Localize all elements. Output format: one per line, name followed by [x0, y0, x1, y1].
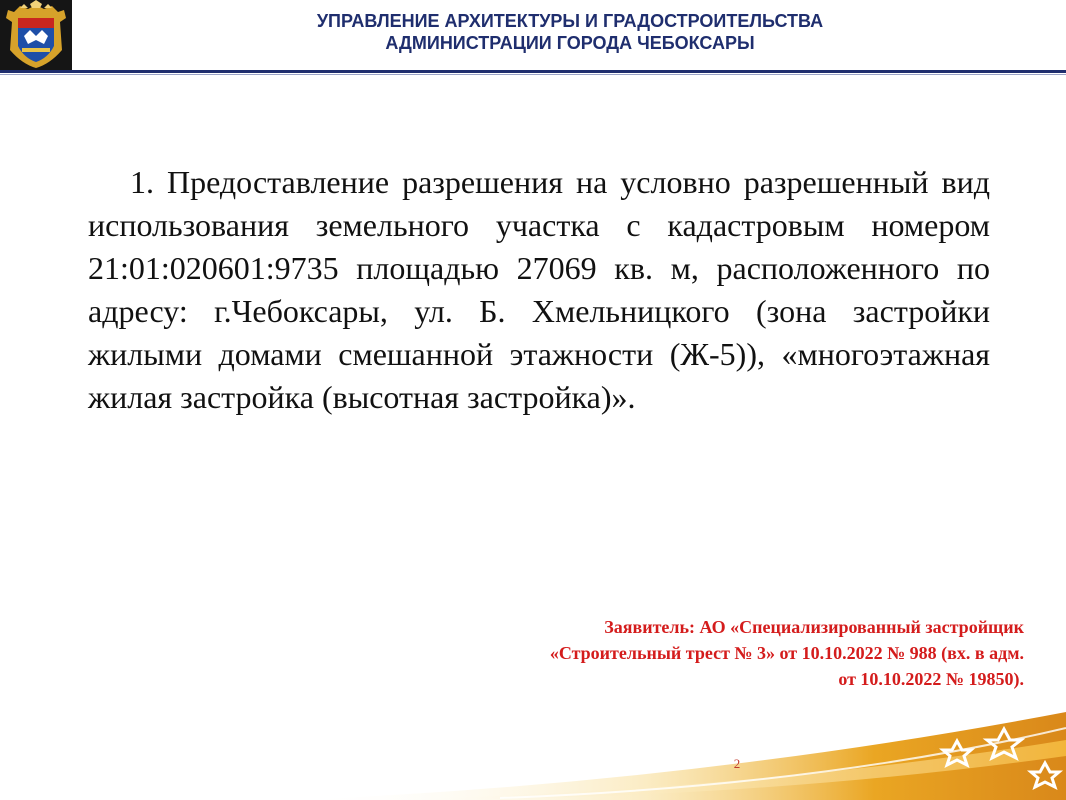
coat-of-arms-icon	[0, 0, 72, 72]
header-divider-thin	[0, 74, 1066, 75]
header-title-line2: АДМИНИСТРАЦИИ ГОРОДА ЧЕБОКСАРЫ	[385, 33, 755, 53]
page-title	[150, 10, 990, 54]
page-number: 2	[733, 756, 741, 771]
gold-swoosh-decoration	[0, 700, 1066, 800]
header-divider	[0, 70, 1066, 73]
applicant-note: Заявитель: АО «Специализированный застройщик «Строительный трест № 3» от 10.10.2022 № 988 (вх. в адм. от 10.10.2022 № 19850).	[549, 617, 1024, 689]
header-title-line1: УПРАВЛЕНИЕ АРХИТЕКТУРЫ И ГРАДОСТРОИТЕЛЬСТВА	[316, 11, 824, 31]
main-paragraph: 1. Предоставление разрешения на условно разрешенный вид использования земельного участка с кадастровым номером 21:01:020601:9735 площадью 27069 кв. м, расположенного по адресу: г.Чебоксары, ул. Б. Хмельницкого (зона застройки жилыми домами смешанной этажности (Ж-5)), «многоэтажная жилая застройка (высотная застройка)».	[88, 164, 990, 415]
